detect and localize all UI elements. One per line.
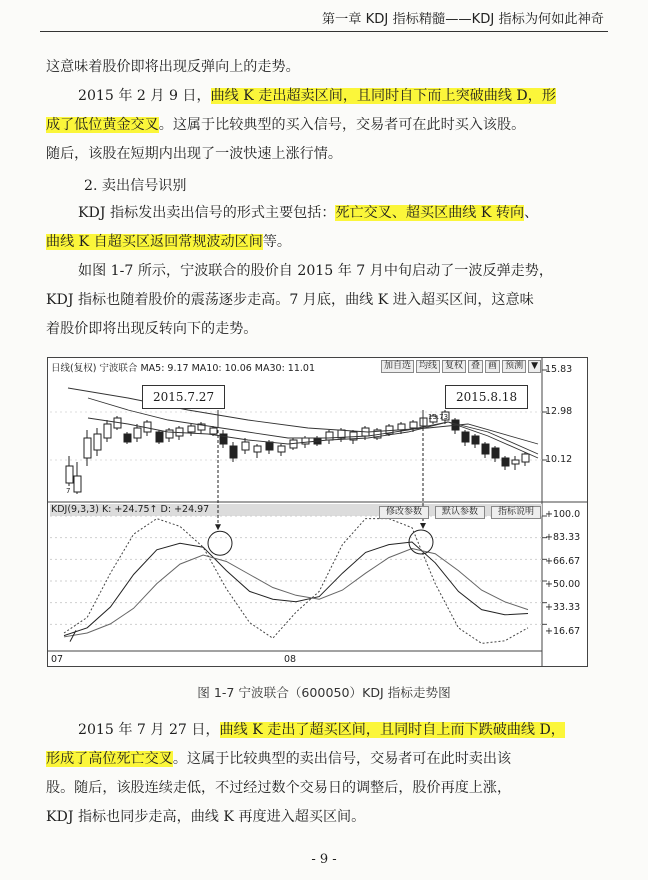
highlight: 死亡交叉、超买区曲线 K 转向: [335, 205, 525, 221]
candle: [134, 428, 141, 438]
paragraph-line: 2015 年 2 月 9 日，曲线 K 走出超卖区间，且同时自下而上突破曲线 D，形: [78, 88, 556, 104]
kdj-series-k: [64, 542, 528, 636]
callout-date-1: 2015.7.27: [142, 385, 225, 409]
chapter-title: 第一章 KDJ 指标精髓——KDJ 指标为何如此神奇: [321, 12, 604, 27]
candle: [220, 434, 227, 444]
page-number: - 9 -: [311, 852, 337, 867]
price-tick: 15.83: [545, 364, 573, 375]
candle: [74, 476, 81, 492]
candle: [210, 428, 217, 434]
paragraph-line: KDJ 指标也随着股价的震荡逐步走高。7 月底，曲线 K 进入超买区间，这意味: [46, 292, 534, 308]
default-params-button[interactable]: 默认参数: [435, 506, 485, 519]
figure-caption: 图 1-7 宁波联合（600050）KDJ 指标走势图: [197, 685, 451, 700]
kdj-series-d: [64, 549, 528, 637]
paragraph-line: KDJ 指标发出卖出信号的形式主要包括：死亡交叉、超买区曲线 K 转向、: [78, 205, 539, 221]
paragraph-line: 曲线 K 自超买区返回常规波动区间等。: [46, 234, 291, 250]
paragraph-line: 这意味着股价即将出现反弹向上的走势。: [46, 59, 300, 75]
draw-button[interactable]: 画: [485, 360, 500, 373]
candle: [104, 424, 111, 438]
candle: [124, 434, 131, 442]
kdj-tick: +66.67: [545, 556, 581, 567]
candle: [502, 458, 509, 466]
modify-params-button[interactable]: 修改参数: [379, 506, 429, 519]
candle: [166, 430, 173, 438]
candle: [462, 432, 469, 442]
candle: [278, 446, 285, 452]
indicator-help-button[interactable]: 指标说明: [491, 506, 541, 519]
kdj-tick: +50.00: [545, 579, 581, 590]
ma-button[interactable]: 均线: [416, 360, 440, 373]
candle: [94, 434, 101, 450]
highlight: 曲线 K 走出了超买区间，且同时自上而下跌破曲线 D，: [219, 722, 565, 738]
peak-price-label: 13.73: [428, 413, 449, 421]
section-heading: 2. 卖出信号识别: [84, 178, 187, 194]
candle: [398, 424, 405, 430]
highlight: 成了低位黄金交叉: [46, 117, 159, 133]
x-tick-08: 08: [284, 654, 297, 665]
overlay-button[interactable]: 叠: [468, 360, 483, 373]
candle: [84, 438, 91, 458]
candle: [410, 422, 417, 428]
paragraph-line: 成了低位黄金交叉。这属于比较典型的买入信号，交易者可在此时买入该股。: [46, 117, 526, 133]
callout-date-2: 2015.8.18: [445, 385, 528, 409]
highlight: 曲线 K 自超买区返回常规波动区间: [46, 234, 263, 250]
kdj-panel-label: KDJ(9,3,3) K: +24.75↑ D: +24.97: [51, 504, 210, 515]
paragraph-line: 随后，该股在短期内出现了一波快速上涨行情。: [46, 146, 342, 162]
signal-arrow-head: [215, 524, 221, 530]
candle: [482, 444, 489, 454]
candle: [188, 426, 195, 432]
candle: [254, 446, 261, 452]
candle: [230, 446, 237, 458]
paragraph-line: 股。随后，该股连续走低，不过经过数个交易日的调整后，股价再度上涨，: [46, 780, 512, 796]
candle: [242, 442, 249, 450]
price-tick: 12.98: [545, 406, 573, 417]
paragraph-line: 2015 年 7 月 27 日，曲线 K 走出了超买区间，且同时自上而下跌破曲线 D，: [78, 722, 565, 738]
highlight: 形成了高位死亡交叉: [46, 751, 173, 767]
kdj-tick: +100.0: [545, 509, 581, 520]
adjust-button[interactable]: 复权: [442, 360, 466, 373]
add-favorite-button[interactable]: 加自选: [381, 360, 414, 373]
highlight: 曲线 K 走出超卖区间，且同时自下而上突破曲线 D，形: [210, 88, 556, 104]
kdj-tick: +33.33: [545, 602, 581, 613]
x-tick-07: 07: [51, 654, 64, 665]
candle: [176, 428, 183, 436]
candle: [266, 442, 273, 450]
page-header: [40, 0, 608, 32]
kdj-buttons: [379, 506, 541, 519]
candle: [472, 436, 479, 444]
forecast-button[interactable]: 预测: [502, 360, 526, 373]
low-price-label: 7: [66, 487, 71, 495]
paragraph-line: 如图 1-7 所示，宁波联合的股价自 2015 年 7 月中旬启动了一波反弹走势，: [78, 263, 553, 279]
kdj-tick: +83.33: [545, 532, 581, 543]
candle: [512, 460, 519, 464]
kdj-tick: +16.67: [545, 626, 581, 637]
paragraph-line: 形成了高位死亡交叉。这属于比较典型的卖出信号，交易者可在此时卖出该: [46, 751, 512, 767]
candle: [66, 466, 73, 483]
paragraph-line: KDJ 指标也同步走高，曲线 K 再度进入超买区间。: [46, 809, 366, 825]
candle: [522, 454, 529, 462]
candle: [302, 438, 309, 444]
candle: [156, 432, 163, 442]
crossover-circle: [208, 531, 232, 555]
candle: [326, 432, 333, 440]
paragraph-line: 着股价即将出现反转向下的走势。: [46, 321, 258, 337]
price-panel-label: 日线(复权) 宁波联合 MA5: 9.17 MA10: 10.06 MA30: 11.01: [51, 363, 316, 374]
kdj-chart: [47, 357, 588, 667]
dropdown-button[interactable]: ▼: [528, 360, 541, 373]
price-tick: 10.12: [545, 454, 573, 465]
signal-arrow-head: [420, 523, 426, 529]
candle: [492, 448, 499, 458]
chart-toolbar: [381, 360, 541, 373]
